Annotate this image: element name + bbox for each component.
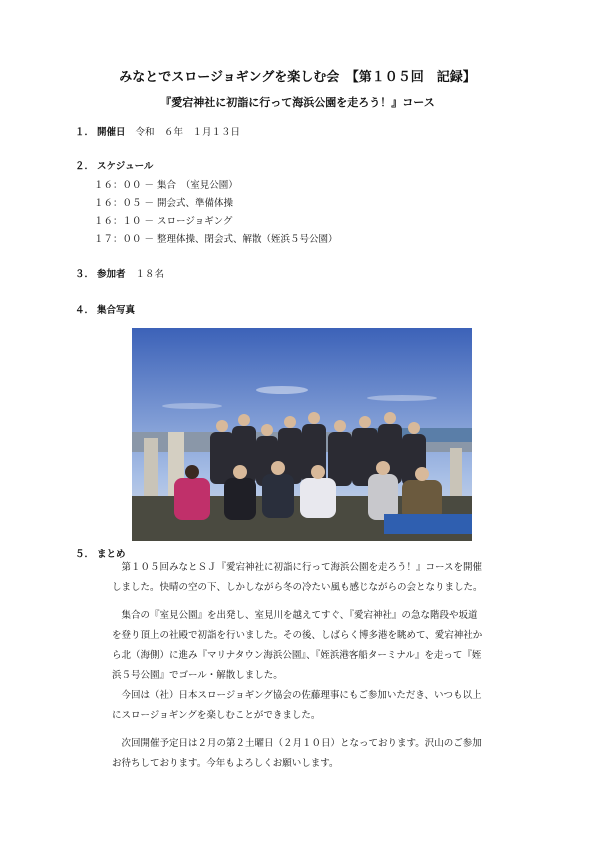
section-group-photo xyxy=(75,302,135,316)
schedule-item: １６：０５ － 開会式、準備体操 xyxy=(94,198,234,209)
participant-count: １８名 xyxy=(135,269,165,280)
section-number: １． xyxy=(75,127,95,138)
section-number: ３． xyxy=(75,269,95,280)
section-label: まとめ xyxy=(97,549,126,560)
section-date xyxy=(75,124,240,138)
section-participants xyxy=(75,266,164,280)
section-label: 開催日 xyxy=(97,127,126,138)
group-photo xyxy=(132,328,472,541)
paragraph-line: 今回は（社）日本スロージョギング協会の佐藤理事にもご参加いただき、いつも以上 xyxy=(112,690,482,701)
summary-paragraph xyxy=(112,606,532,686)
section-schedule xyxy=(75,158,153,172)
paragraph-line: しました。快晴の空の下、しかしながら冬の冷たい風も感じながらの会となりました。 xyxy=(112,582,483,593)
section-number: ２． xyxy=(75,161,95,172)
paragraph-line: にスロージョギングを楽しむことができました。 xyxy=(112,710,321,721)
document-title: みなとでスロージョギングを楽しむ会 【第１０５回 記録】 xyxy=(119,70,476,85)
schedule-item: １６：１０ － スロージョギング xyxy=(94,216,233,227)
paragraph-line: 浜５号公園』でゴール・解散しました。 xyxy=(112,670,283,681)
section-label: 参加者 xyxy=(97,269,126,280)
summary-paragraph xyxy=(112,686,532,726)
paragraph-line: 第１０５回みなとＳＪ『愛宕神社に初詣に行って海浜公園を走ろう！』コースを開催 xyxy=(112,562,483,573)
section-label: 集合写真 xyxy=(97,305,136,316)
paragraph-line: を登り頂上の社殿で初詣を行いました。その後、しばらく博多港を眺めて、愛宕神社か xyxy=(112,630,483,641)
paragraph-line: 集合の『室見公園』を出発し、室見川を越えてすぐ、『愛宕神社』の急な階段や坂道 xyxy=(112,610,478,621)
document-subtitle: 『愛宕神社に初詣に行って海浜公園を走ろう！』コース xyxy=(160,96,435,109)
group-photo-image xyxy=(132,328,472,541)
summary-paragraph xyxy=(112,734,532,774)
schedule-item: １６：００ － 集合 （室見公園） xyxy=(94,180,238,191)
summary-paragraph xyxy=(112,558,532,598)
schedule-item: １７：００ － 整理体操、閉会式、解散（姪浜５号公園） xyxy=(94,234,338,245)
section-number: ４． xyxy=(75,305,95,316)
paragraph-line: お待ちしております。今年もよろしくお願いします。 xyxy=(112,758,339,769)
section-label: スケジュール xyxy=(97,161,154,172)
section-number: ５． xyxy=(75,549,95,560)
paragraph-line: ら北（海側）に進み『マリナタウン海浜公園』、『姪浜港客船ターミナル』を走って『姪 xyxy=(112,650,482,661)
event-date: 令和 ６年 １月１３日 xyxy=(135,127,241,138)
paragraph-line: 次回開催予定日は２月の第２土曜日（２月１０日）となっております。沢山のご参加 xyxy=(112,738,482,749)
